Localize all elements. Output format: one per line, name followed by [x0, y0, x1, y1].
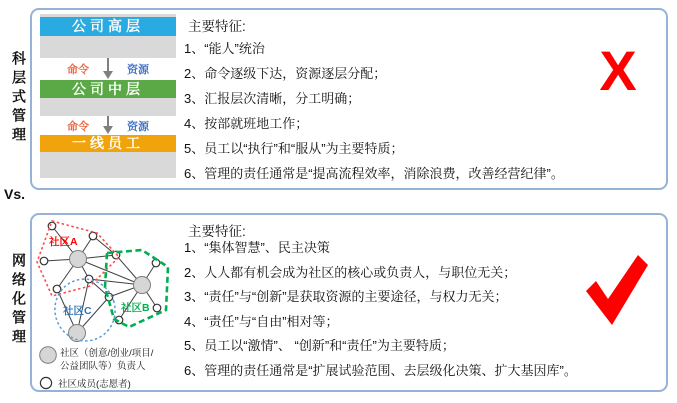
- resource-label: 资源: [127, 64, 149, 76]
- feature-item: 2、命令逐级下达，资源逐层分配；: [184, 66, 387, 81]
- feature-item: 6、管理的责任通常是“扩展试验范围、去层级化决策、扩大基因库”。: [184, 363, 577, 378]
- vs-label: Vs.: [4, 186, 26, 202]
- leader-node: [134, 277, 151, 294]
- flow-row-1: [40, 58, 176, 80]
- command-label: 命令: [67, 64, 89, 76]
- org-level-middle: 公司中层: [40, 80, 176, 98]
- leader-node: [70, 251, 87, 268]
- org-level-top: 公司高层: [40, 17, 176, 36]
- feature-item: 1、“能人”统治: [184, 41, 265, 56]
- legend-leader-icon: [40, 347, 57, 364]
- legend-member-label: 社区成员(志愿者): [58, 379, 131, 390]
- resource-label: 资源: [127, 120, 149, 133]
- hierarchy-panel: [30, 8, 668, 190]
- reject-x-icon: X: [599, 39, 637, 102]
- legend-member-icon: [40, 377, 51, 388]
- command-label: 命令: [67, 120, 89, 133]
- feature-item: 3、“责任”与“创新”是获取资源的主要途径，与权力无关；: [184, 289, 508, 305]
- accept-check-icon: [586, 255, 650, 327]
- legend-leader-line1: 社区（创意/创业/项目/: [60, 348, 154, 359]
- down-arrow-icon: [102, 116, 114, 135]
- network-panel: [30, 213, 668, 392]
- feature-item: 6、管理的责任通常是“提高流程效率，消除浪费，改善经营纪律”。: [184, 166, 564, 181]
- features-title: 主要特征:: [188, 19, 246, 34]
- feature-item: 4、“责任”与“自由”相对等；: [184, 313, 339, 329]
- legend-leader-line2: 公益团队等）负责人: [60, 361, 146, 372]
- member-node: [53, 285, 61, 293]
- cluster-c-label: 社区C: [63, 305, 92, 317]
- member-node: [40, 257, 48, 265]
- feature-item: 2、人人都有机会成为社区的核心或负责人，与职位无关；: [184, 264, 517, 280]
- cluster-a-label: 社区A: [49, 236, 78, 248]
- network-side-label: 网络化管理: [11, 253, 27, 348]
- org-level-frontline: 一线员工: [40, 135, 176, 152]
- hierarchy-side-label: 科层式管理: [11, 51, 27, 146]
- feature-item: 5、员工以“激情”、 “创新”和“责任”为主要特质；: [184, 338, 455, 354]
- down-arrow-icon: [102, 58, 114, 80]
- feature-item: 3、汇报层次清晰，分工明确；: [184, 91, 361, 106]
- flow-row-2: [40, 116, 176, 135]
- feature-item: 5、员工以“执行”和“服从”为主要特质；: [184, 141, 404, 156]
- member-node: [153, 304, 161, 312]
- feature-item: 1、“集体智慧”、民主决策: [184, 240, 330, 255]
- feature-item: 4、按部就班地工作；: [184, 116, 309, 131]
- cluster-b-label: 社区B: [121, 302, 150, 314]
- features-title: 主要特征:: [188, 224, 246, 239]
